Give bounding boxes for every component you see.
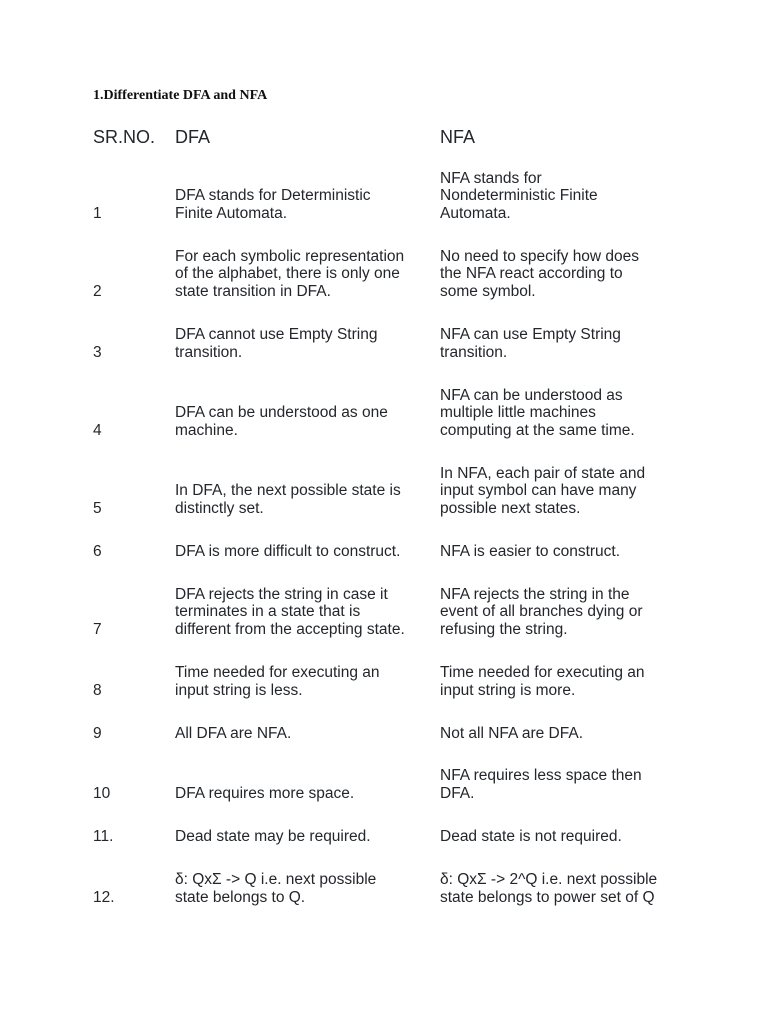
dfa-cell: DFA is more difficult to construct. bbox=[175, 542, 401, 560]
column-header-number: SR.NO. bbox=[93, 127, 156, 147]
dfa-cell: DFA stands for Deterministic Finite Automata. bbox=[175, 187, 371, 222]
row-number: 7 bbox=[93, 620, 102, 638]
dfa-cell: In DFA, the next possible state is distinctly set. bbox=[175, 482, 401, 517]
document-heading: 1.Differentiate DFA and NFA bbox=[93, 88, 268, 103]
dfa-cell: DFA requires more space. bbox=[175, 784, 355, 802]
row-number: 6 bbox=[93, 542, 102, 560]
dfa-cell: δ: QxΣ -> Q i.e. next possible state belongs to Q. bbox=[175, 871, 377, 906]
nfa-cell: Dead state is not required. bbox=[440, 827, 622, 845]
dfa-cell: DFA rejects the string in case it terminates in a state that is different from the accepting state. bbox=[175, 585, 405, 638]
nfa-cell: No need to specify how does the NFA react according to some symbol. bbox=[440, 247, 640, 300]
nfa-cell: NFA can use Empty String transition. bbox=[440, 326, 621, 361]
dfa-cell: For each symbolic representation of the alphabet, there is only one state transition in DFA. bbox=[175, 247, 405, 300]
row-number: 8 bbox=[93, 681, 102, 699]
nfa-cell: NFA is easier to construct. bbox=[440, 542, 621, 560]
nfa-cell: NFA can be understood as multiple little machines computing at the same time. bbox=[440, 386, 635, 439]
row-number: 9 bbox=[93, 724, 102, 742]
dfa-cell: Time needed for executing an input string is less. bbox=[175, 664, 380, 699]
nfa-cell: NFA stands for Nondeterministic Finite Automata. bbox=[440, 169, 598, 222]
row-number: 5 bbox=[93, 499, 102, 517]
dfa-cell: DFA cannot use Empty String transition. bbox=[175, 326, 378, 361]
column-header-dfa: DFA bbox=[175, 127, 211, 147]
nfa-cell: In NFA, each pair of state and input symbol can have many possible next states. bbox=[440, 464, 646, 517]
row-number: 2 bbox=[93, 282, 102, 300]
dfa-cell: DFA can be understood as one machine. bbox=[175, 404, 388, 439]
nfa-cell: δ: QxΣ -> 2^Q i.e. next possible state belongs to power set of Q bbox=[440, 871, 658, 906]
dfa-cell: Dead state may be required. bbox=[175, 827, 371, 845]
nfa-cell: Not all NFA are DFA. bbox=[440, 724, 583, 742]
row-number: 3 bbox=[93, 343, 102, 361]
dfa-cell: All DFA are NFA. bbox=[175, 724, 292, 742]
nfa-cell: NFA requires less space then DFA. bbox=[440, 767, 642, 802]
row-number: 12. bbox=[93, 888, 115, 906]
row-number: 1 bbox=[93, 204, 102, 222]
column-header-nfa: NFA bbox=[440, 127, 476, 147]
row-number: 4 bbox=[93, 421, 102, 439]
row-number: 11. bbox=[93, 827, 114, 845]
nfa-cell: NFA rejects the string in the event of all branches dying or refusing the string. bbox=[440, 585, 643, 638]
nfa-cell: Time needed for executing an input string is more. bbox=[440, 664, 645, 699]
row-number: 10 bbox=[93, 784, 111, 802]
